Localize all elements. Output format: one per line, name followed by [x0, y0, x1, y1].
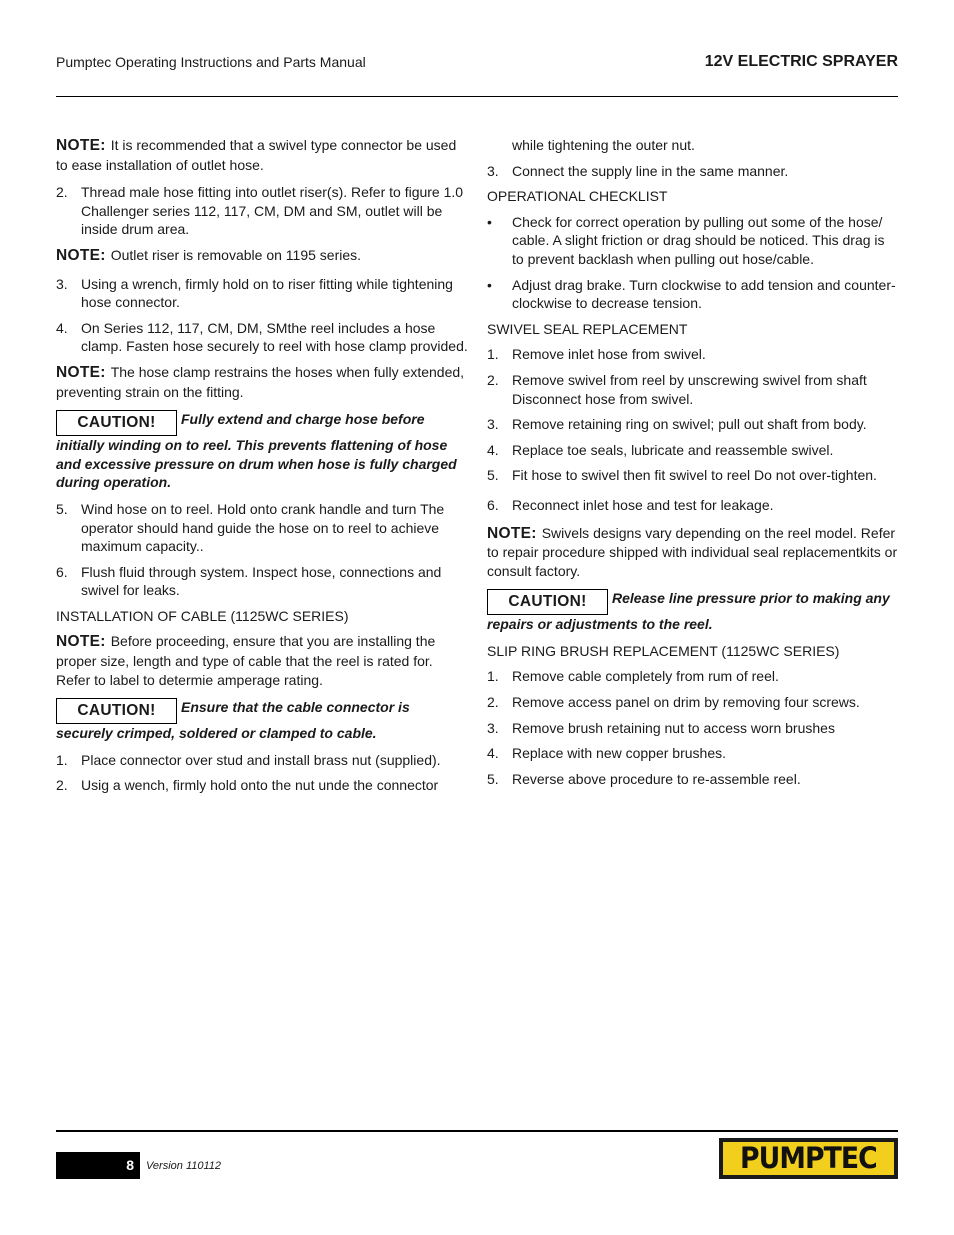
list-item [487, 345, 899, 364]
bullet-icon: • [487, 213, 492, 230]
list-text: Thread male hose fitting into outlet riser(s). Refer to figure 1.0 Challenger series 112, 117, CM, DM and SM, outlet will be inside drum area. [81, 184, 464, 238]
list-item [487, 770, 899, 789]
list-item [56, 751, 468, 770]
list-number: 3. [56, 275, 68, 292]
list-continuation: while tightening the outer nut. [512, 137, 695, 153]
note-label: NOTE: [56, 363, 106, 381]
version-label: Version 110112 [146, 1160, 222, 1172]
caution-label: CAUTION! [487, 589, 608, 615]
note-block [56, 363, 468, 401]
list-number: 1. [487, 668, 499, 685]
list-item [56, 500, 468, 556]
list-number: 4. [487, 745, 499, 762]
left-column [56, 136, 468, 802]
list-item [487, 162, 899, 181]
list-number: 2. [487, 371, 499, 388]
list-item [487, 466, 899, 485]
list-number: 3. [487, 719, 499, 736]
note-text: Outlet riser is removable on 1195 series. [110, 246, 362, 263]
list-item [56, 183, 468, 239]
list-text: Check for correct operation by pulling out some of the hose/ cable. A slight friction or drag should be noticed. This drag is to prevent backlash when pulling out hose/cable. [512, 213, 885, 267]
caution-label: CAUTION! [56, 698, 177, 724]
note-text: The hose clamp restrains the hoses when fully extended, preventing strain on the fitting. [56, 363, 465, 400]
caution-block [56, 698, 468, 743]
list-number: 4. [56, 319, 68, 336]
list-text: On Series 112, 117, CM, DM, SMthe reel includes a hose clamp. Fasten hose securely to reel with hose clamp provided. [81, 319, 468, 355]
list-text: Flush fluid through system. Inspect hose, connections and swivel for leaks. [81, 563, 442, 599]
list-number: 3. [487, 416, 499, 433]
list-text: Adjust drag brake. Turn clockwise to add tension and counter-clockwise to decrease tension. [512, 276, 896, 312]
caution-label: CAUTION! [56, 410, 177, 436]
list-item [56, 563, 468, 600]
manual-title: Pumptec Operating Instructions and Parts Manual [56, 54, 366, 70]
logo-wordmark: PUMPTEC [740, 1141, 877, 1175]
list-item [487, 744, 899, 763]
list-text: Replace with new copper brushes. [512, 745, 727, 762]
list-item [487, 719, 899, 738]
list-item [487, 496, 899, 515]
note-label: NOTE: [56, 633, 106, 651]
bullet-icon: • [487, 276, 492, 293]
list-text: Using a wrench, firmly hold on to riser fitting while tightening hose connector. [81, 275, 453, 311]
list-item [487, 441, 899, 460]
note-label: NOTE: [487, 524, 537, 542]
header-divider [56, 96, 898, 97]
list-number: 6. [487, 496, 499, 513]
list-text: Remove brush retaining nut to access worn brushes [512, 719, 835, 736]
note-block [56, 632, 468, 689]
logo-plate [723, 1142, 894, 1175]
list-text: Remove retaining ring on swivel; pull out shaft from body. [512, 416, 867, 433]
list-number: 1. [56, 751, 68, 768]
note-text: Before proceeding, ensure that you are installing the proper size, length and type of cable that the reel is rated for. Refer to label to determie amperage rating. [56, 633, 436, 688]
note-label: NOTE: [56, 137, 106, 154]
list-number: 5. [487, 467, 499, 484]
caution-text: Fully extend and charge hose before initially winding on to reel. This prevents flattening of hose and excessive pressure on drum when hose is fully charged during operation. [56, 411, 457, 491]
list-text: Remove access panel on drim by removing four screws. [512, 694, 860, 711]
list-item [487, 371, 899, 408]
note-block [487, 524, 899, 581]
list-text: Reverse above procedure to re-assemble reel. [512, 770, 801, 787]
note-block [56, 136, 468, 174]
section-heading: OPERATIONAL CHECKLIST [487, 188, 668, 205]
note-label: NOTE: [56, 246, 106, 264]
list-number: 1. [487, 346, 499, 363]
list-text: Remove swivel from reel by unscrewing swivel from shaft Disconnect hose from swivel. [512, 371, 867, 407]
list-number: 5. [487, 770, 499, 787]
bullet-item [487, 213, 899, 269]
note-text: It is recommended that a swivel type connector be used to ease installation of outlet hose. [56, 137, 457, 173]
list-number: 5. [56, 500, 68, 517]
bullet-item [487, 276, 899, 313]
caution-block [487, 589, 899, 634]
list-text: Connect the supply line in the same manner. [512, 162, 789, 179]
caution-text: Release line pressure prior to making any repairs or adjustments to the reel. [487, 590, 890, 633]
list-item [56, 319, 468, 356]
caution-text: Ensure that the cable connector is securely crimped, soldered or clamped to cable. [56, 699, 410, 742]
list-number: 2. [487, 694, 499, 711]
list-text: Wind hose on to reel. Hold onto crank handle and turn The operator should hand guide the hose on to reel to achieve maximum capacity.. [81, 500, 445, 555]
list-text: Usig a wench, firmly hold onto the nut unde the connector [81, 777, 439, 794]
list-number: 4. [487, 441, 499, 458]
list-text: Replace toe seals, lubricate and reassemble swivel. [512, 441, 834, 458]
right-column [487, 136, 899, 795]
list-item [56, 776, 468, 795]
page-number: 8 [56, 1152, 140, 1179]
list-text: Place connector over stud and install brass nut (supplied). [81, 751, 441, 768]
list-item [487, 667, 899, 686]
list-text: Reconnect inlet hose and test for leakage. [512, 496, 774, 513]
list-item [487, 415, 899, 434]
product-title: 12V ELECTRIC SPRAYER [704, 53, 898, 70]
list-text: Remove inlet hose from swivel. [512, 346, 706, 363]
note-block [56, 246, 468, 266]
list-item [56, 275, 468, 312]
list-number: 2. [56, 184, 68, 201]
list-text: Remove cable completely from rum of reel. [512, 668, 779, 685]
pumptec-logo [719, 1138, 898, 1179]
caution-block [56, 410, 468, 492]
list-number: 6. [56, 563, 68, 580]
note-text: Swivels designs vary depending on the reel model. Refer to repair procedure shipped with individual seal replacementkits or consult factory. [487, 524, 898, 579]
list-number: 3. [487, 162, 499, 179]
section-heading: SWIVEL SEAL REPLACEMENT [487, 320, 688, 337]
list-item [487, 693, 899, 712]
list-number: 2. [56, 777, 68, 794]
section-heading: INSTALLATION OF CABLE (1125WC SERIES) [56, 607, 349, 624]
footer-divider [56, 1130, 898, 1132]
section-heading: SLIP RING BRUSH REPLACEMENT (1125WC SERIES) [487, 642, 840, 659]
list-text: Fit hose to swivel then fit swivel to reel Do not over-tighten. [512, 467, 877, 484]
